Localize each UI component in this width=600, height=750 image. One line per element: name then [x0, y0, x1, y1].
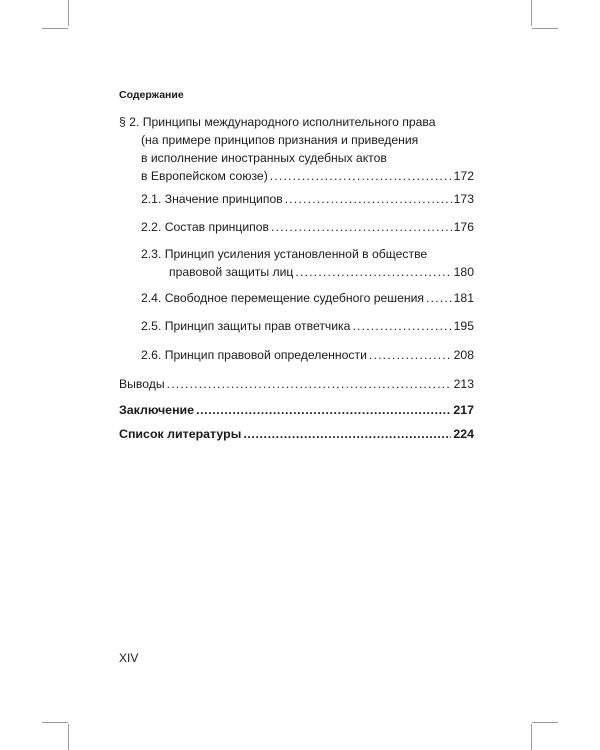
toc-entry-title: в Европейском союзе) [141, 169, 268, 183]
toc-leader-dots [196, 401, 451, 419]
toc-page-number: 180 [453, 265, 474, 279]
crop-mark [68, 724, 69, 750]
toc-page-number: 172 [453, 169, 474, 183]
toc-entry-title: правовой защиты лиц [169, 265, 294, 279]
toc-entry-line: (на примере принципов признания и приведения [141, 133, 419, 147]
toc-entry-line: в исполнение иностранных судебных актов [141, 151, 387, 165]
toc-entry-2-6 [141, 346, 474, 364]
toc-entry-line: § 2. Принципы международного исполнительного права [119, 115, 436, 129]
toc-entry-2-2 [141, 218, 474, 236]
toc-entry-2-4 [141, 289, 474, 307]
toc-entry-title: Заключение [119, 403, 195, 417]
toc-page-number: 208 [453, 348, 474, 362]
toc-leader-dots [369, 346, 452, 364]
toc-entry-2-5 [141, 317, 474, 335]
toc-leader-dots [285, 190, 452, 208]
toc-page-number: 195 [453, 319, 474, 333]
toc-page-number: 217 [453, 403, 474, 417]
toc-entry-conclusions [119, 375, 474, 393]
toc-leader-dots [352, 317, 451, 335]
toc-leader-dots [426, 289, 452, 307]
crop-mark [532, 28, 558, 29]
crop-mark [68, 0, 69, 26]
toc-page-number: 224 [453, 427, 474, 441]
page-number: XIV [119, 651, 139, 665]
toc-entry-title: 2.5. Принцип защиты прав ответчика [141, 319, 351, 333]
crop-mark [42, 28, 68, 29]
toc-page-number: 213 [453, 377, 474, 391]
running-header: Содержание [119, 89, 184, 101]
toc-entry-title: 2.4. Свободное перемещение судебного решения [141, 291, 424, 305]
toc-entry-section-2 [119, 113, 474, 185]
toc-entry-title: 2.2. Состав принципов [141, 220, 270, 234]
toc-entry-title: 2.1. Значение принципов [141, 192, 283, 206]
toc-entry-title: Список литературы [119, 427, 242, 441]
toc-entry-final-conclusion [119, 401, 474, 419]
toc-entry-2-3 [141, 245, 474, 281]
toc-leader-dots [167, 375, 452, 393]
crop-mark [532, 722, 558, 723]
toc-page-number: 173 [453, 192, 474, 206]
toc-entry-title: Выводы [119, 377, 165, 391]
crop-mark [531, 724, 532, 750]
toc-entry-title: 2.6. Принцип правовой определенности [141, 348, 367, 362]
toc-entry-2-1 [141, 190, 474, 208]
toc-leader-dots [271, 218, 452, 236]
toc-entry-bibliography [119, 425, 474, 443]
toc-page-number: 176 [453, 220, 474, 234]
toc-page-number: 181 [453, 291, 474, 305]
toc-entry-line: 2.3. Принцип усиления установленной в обществе [141, 247, 428, 261]
toc-leader-dots [243, 425, 451, 443]
crop-mark [42, 722, 68, 723]
toc-leader-dots [295, 263, 451, 281]
toc-leader-dots [270, 167, 452, 185]
crop-mark [531, 0, 532, 26]
